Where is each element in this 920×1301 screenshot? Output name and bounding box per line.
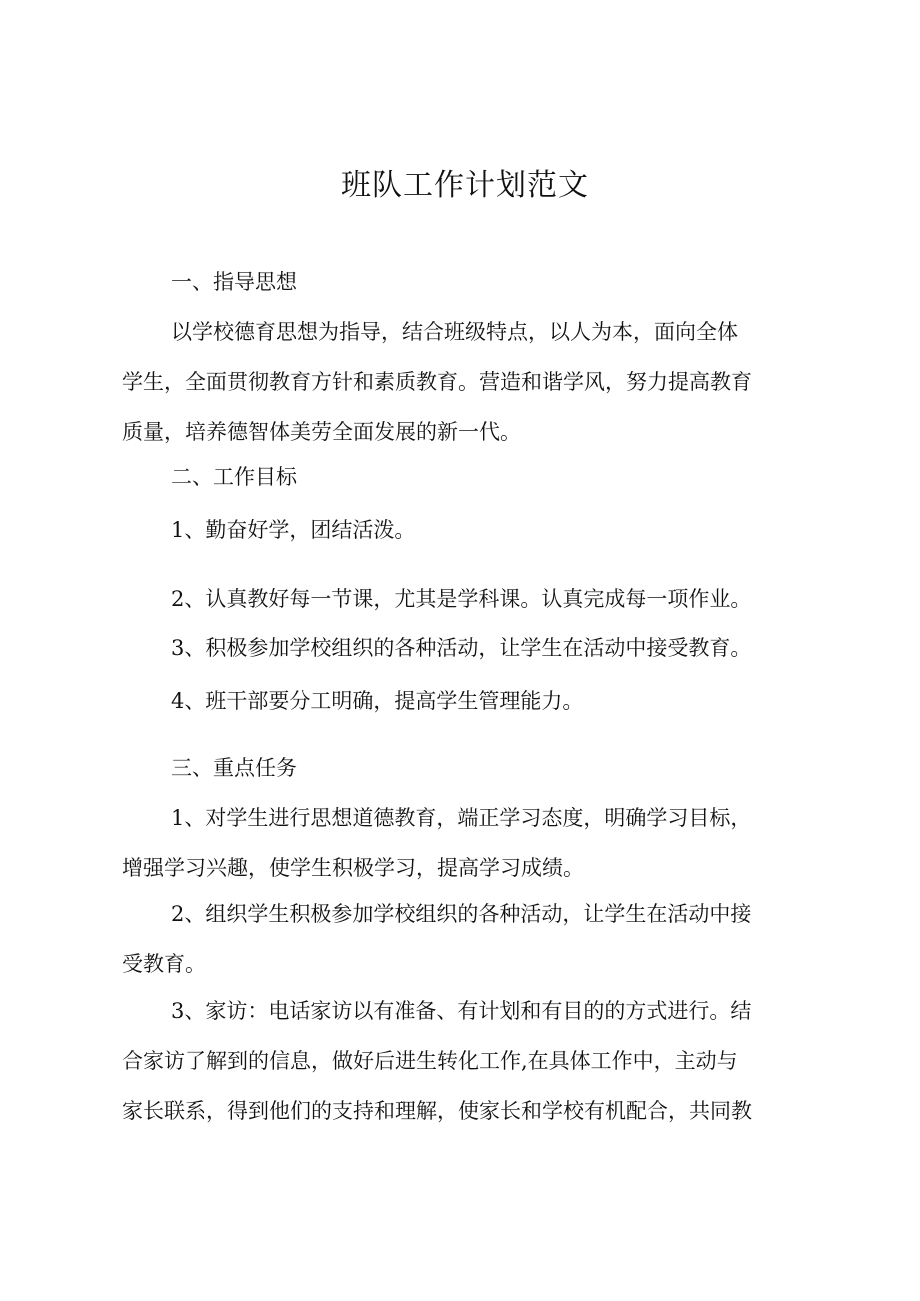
paragraph-line: 增强学习兴趣，使学生积极学习，提高学习成绩。 [122, 856, 584, 880]
section-heading-work-goals: 二、工作目标 [171, 465, 297, 489]
goal-item-1: 1、勤奋好学，团结活泼。 [171, 518, 416, 542]
task-item-3 [122, 986, 812, 1136]
section-heading-key-tasks: 三、重点任务 [171, 756, 297, 780]
paragraph-line: 合家访了解到的信息，做好后进生转化工作,在具体工作中，主动与 [122, 1049, 738, 1073]
paragraph-line: 质量，培养德智体美劳全面发展的新一代。 [122, 420, 521, 444]
paragraph-line: 家长联系，得到他们的支持和理解，使家长和学校有机配合，共同教 [122, 1099, 752, 1123]
goal-item-4: 4、班干部要分工明确，提高学生管理能力。 [171, 689, 584, 713]
goal-item-2: 2、认真教好每一节课，尤其是学科课。认真完成每一项作业。 [171, 587, 752, 611]
paragraph-line: 受教育。 [122, 952, 206, 976]
section-heading-guiding-ideology: 一、指导思想 [171, 270, 297, 294]
paragraph-line: 3、家访：电话家访以有准备、有计划和有目的的方式进行。结 [171, 999, 752, 1023]
goal-item-3: 3、积极参加学校组织的各种活动，让学生在活动中接受教育。 [171, 636, 752, 660]
paragraph-line: 2、组织学生积极参加学校组织的各种活动，让学生在活动中接 [171, 902, 752, 926]
paragraph-line: 学生，全面贯彻教育方针和素质教育。营造和谐学风，努力提高教育 [122, 370, 752, 394]
paragraph-line: 1、对学生进行思想道德教育，端正学习态度，明确学习目标， [171, 806, 752, 830]
section-paragraph-guiding-ideology [122, 307, 812, 457]
paragraph-line: 以学校德育思想为指导，结合班级特点，以人为本，面向全体 [171, 320, 738, 344]
task-item-1 [122, 793, 812, 893]
task-item-2 [122, 889, 812, 989]
document-title: 班队工作计划范文 [341, 168, 589, 203]
